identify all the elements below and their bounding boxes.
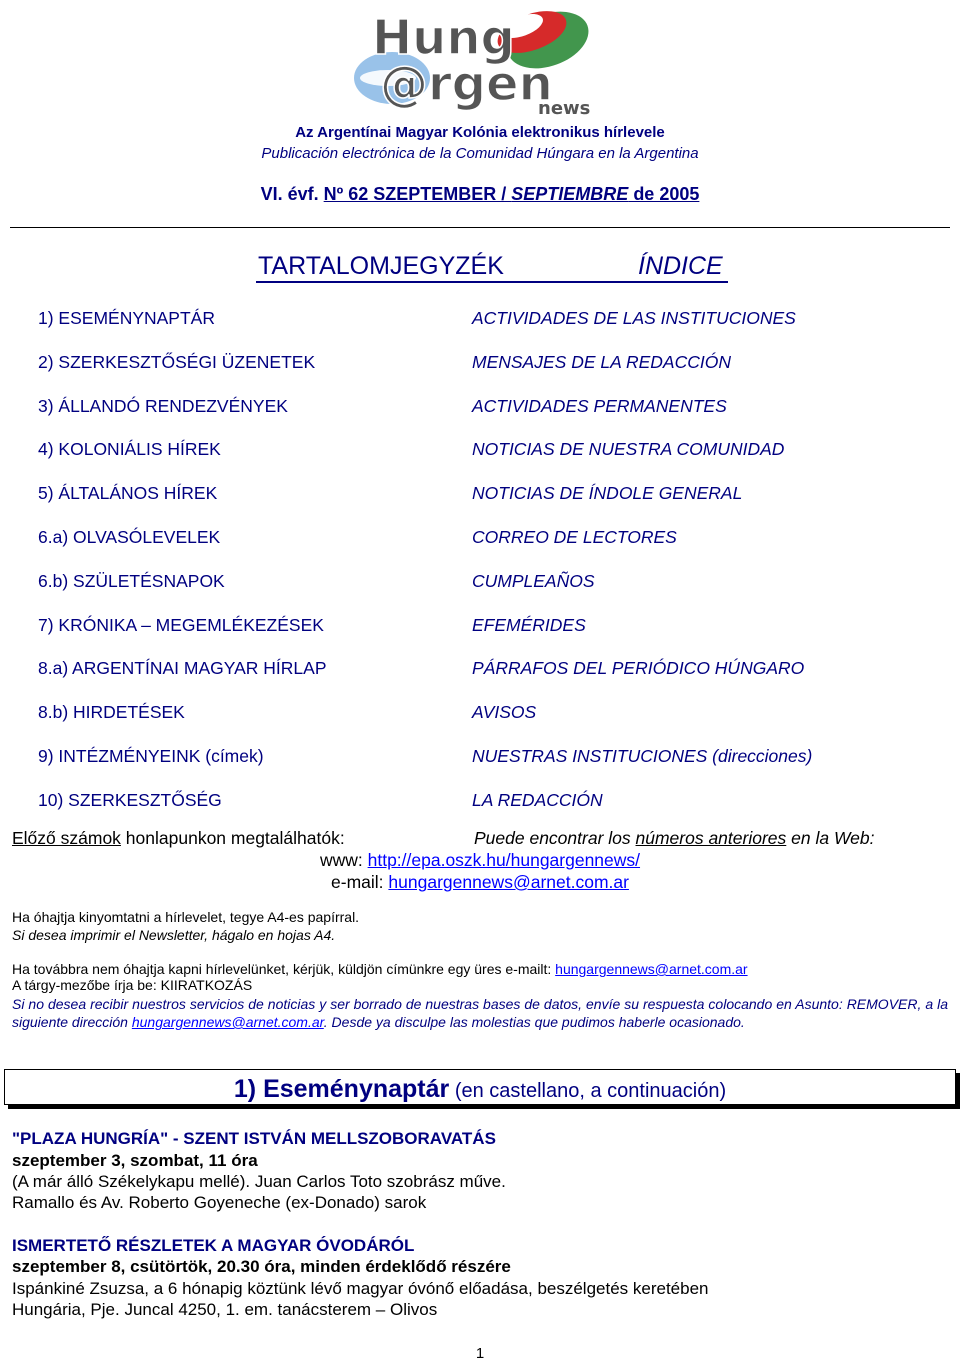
event-date: szeptember 3, szombat, 11 óra <box>12 1151 258 1170</box>
issue-number: Nº 62 SZEPTEMBER / SEPTIEMBRE de 2005 <box>323 184 700 204</box>
toc-row <box>0 527 960 551</box>
event-title: "PLAZA HUNGRÍA" - SZENT ISTVÁN MELLSZOBORAVATÁS <box>12 1129 496 1148</box>
unsubscribe-es: Si no desea recibir nuestros servicios de noticias y ser borrado de nuestras bases de datos, envíe su respuesta colocando en Asunto: REMOVER, a la siguiente dirección hungargennews@arnet.com.ar. Desde ya disculpe las molestias que pudimos haberle ocasionado. <box>12 996 948 1030</box>
toc-row <box>0 396 960 420</box>
toc-row <box>0 702 960 726</box>
toc-item-es: MENSAJES DE LA REDACCIÓN <box>472 351 731 372</box>
archive-note-es: Puede encontrar los números anteriores en la Web: <box>474 828 875 848</box>
archive-link-hu[interactable]: Előző számok <box>12 828 121 848</box>
event-title: ISMERTETŐ RÉSZLETEK A MAGYAR ÓVODÁRÓL <box>12 1236 415 1255</box>
unsubscribe-subject-hu: A tárgy-mezőbe írja be: KIIRATKOZÁS <box>12 977 253 993</box>
unsubscribe-email-es[interactable]: hungargennews@arnet.com.ar <box>131 1014 324 1030</box>
toc-row <box>0 571 960 595</box>
issue-volume: VI. évf. <box>260 184 324 204</box>
svg-text:@rgen: @rgen <box>380 56 553 112</box>
unsubscribe-email-hu[interactable]: hungargennews@arnet.com.ar <box>555 961 748 977</box>
header-title-es: Publicación electrónica de la Comunidad Húngara en la Argentina <box>261 145 699 162</box>
section-title: 1) Eseménynaptár <box>233 1075 450 1103</box>
toc-row <box>0 658 960 682</box>
event-description: (A már álló Székelykapu mellé). Juan Carlos Toto szobrász műve. <box>12 1172 506 1191</box>
print-note-es: Si desea imprimir el Newsletter, hágalo en hojas A4. <box>12 927 336 943</box>
toc-row <box>0 790 960 814</box>
toc-item-hu: 1) ESEMÉNYNAPTÁR <box>38 308 215 328</box>
toc-title-es: ÍNDICE <box>638 252 723 280</box>
event-location: Ramallo és Av. Roberto Goyeneche (ex-Donado) sarok <box>12 1193 427 1212</box>
toc-item-hu: 3) ÁLLANDÓ RENDEZVÉNYEK <box>38 395 288 416</box>
event-description: Ispánkiné Zsuzsa, a 6 hónapig köztünk lévő magyar óvónő előadása, beszélgetés keretében <box>12 1279 709 1298</box>
toc-item-es: ACTIVIDADES PERMANENTES <box>472 395 727 416</box>
section-heading-box <box>4 1069 956 1105</box>
toc-item-hu: 7) KRÓNIKA – MEGEMLÉKEZÉSEK <box>38 614 324 635</box>
www-line: www: http://epa.oszk.hu/hungargennews/ <box>319 850 641 870</box>
toc-item-es: PÁRRAFOS DEL PERIÓDICO HÚNGARO <box>472 658 805 679</box>
event-date: szeptember 8, csütörtök, 20.30 óra, minden érdeklődő részére <box>12 1257 511 1276</box>
toc-item-hu: 8.a) ARGENTÍNAI MAGYAR HÍRLAP <box>38 658 327 679</box>
issue-line <box>0 184 960 205</box>
toc-item-es: CORREO DE LECTORES <box>472 527 677 547</box>
event-location: Hungária, Pje. Juncal 4250, 1. em. tanácsterem – Olivos <box>12 1300 438 1319</box>
page-number: 1 <box>475 1345 485 1362</box>
toc-item-es: AVISOS <box>472 702 537 723</box>
archive-link-es[interactable]: números anteriores <box>635 828 787 848</box>
toc-title-hu: TARTALOMJEGYZÉK <box>258 252 504 280</box>
toc-row <box>0 352 960 376</box>
toc-row <box>0 308 960 332</box>
toc-item-hu: 5) ÁLTALÁNOS HÍREK <box>38 483 218 504</box>
email-line: e-mail: hungargennews@arnet.com.ar <box>331 872 629 892</box>
toc-item-es: NOTICIAS DE NUESTRA COMUNIDAD <box>472 439 785 460</box>
toc-item-es: EFEMÉRIDES <box>472 614 586 635</box>
toc-item-hu: 10) SZERKESZTŐSÉG <box>38 789 222 810</box>
www-link[interactable]: http://epa.oszk.hu/hungargennews/ <box>367 850 641 870</box>
hungargen-news-logo <box>352 6 614 116</box>
archive-note-hu: Előző számok honlapunkon megtalálhatók: <box>12 828 345 848</box>
toc-row <box>0 483 960 507</box>
svg-text:news: news <box>538 98 591 116</box>
toc-item-hu: 4) KOLONIÁLIS HÍREK <box>38 439 221 460</box>
toc-row <box>0 439 960 463</box>
toc-item-hu: 9) INTÉZMÉNYEINK (címek) <box>38 746 264 766</box>
toc-item-es: LA REDACCIÓN <box>472 789 603 810</box>
toc-item-hu: 8.b) HIRDETÉSEK <box>38 702 185 723</box>
svg-text:Hung: Hung <box>372 10 515 66</box>
header-divider <box>10 227 950 228</box>
email-link[interactable]: hungargennews@arnet.com.ar <box>388 872 629 892</box>
toc-row <box>0 615 960 639</box>
toc-item-hu: 6.b) SZÜLETÉSNAPOK <box>38 570 225 591</box>
toc-item-es: NUESTRAS INSTITUCIONES (direcciones) <box>472 746 813 766</box>
toc-item-hu: 6.a) OLVASÓLEVELEK <box>38 527 221 547</box>
toc-row <box>0 746 960 770</box>
unsubscribe-hu: Ha továbbra nem óhajtja kapni hírlevelünket, kérjük, küldjön címünkre egy üres e-mailt: hungargennews@arnet.com.ar <box>12 961 748 977</box>
print-note-hu: Ha óhajtja kinyomtatni a hírlevelet, tegye A4-es papírral. <box>12 909 360 925</box>
header-title-hu: Az Argentínai Magyar Kolónia elektronikus hírlevele <box>295 124 665 141</box>
toc-title-underline <box>256 281 728 283</box>
toc-item-es: ACTIVIDADES DE LAS INSTITUCIONES <box>472 308 796 328</box>
toc-item-es: NOTICIAS DE ÍNDOLE GENERAL <box>472 483 743 504</box>
toc-item-es: CUMPLEAÑOS <box>472 570 595 591</box>
toc-item-hu: 2) SZERKESZTŐSÉGI ÜZENETEK <box>38 351 316 372</box>
section-subtitle: (en castellano, a continuación) <box>449 1080 727 1102</box>
